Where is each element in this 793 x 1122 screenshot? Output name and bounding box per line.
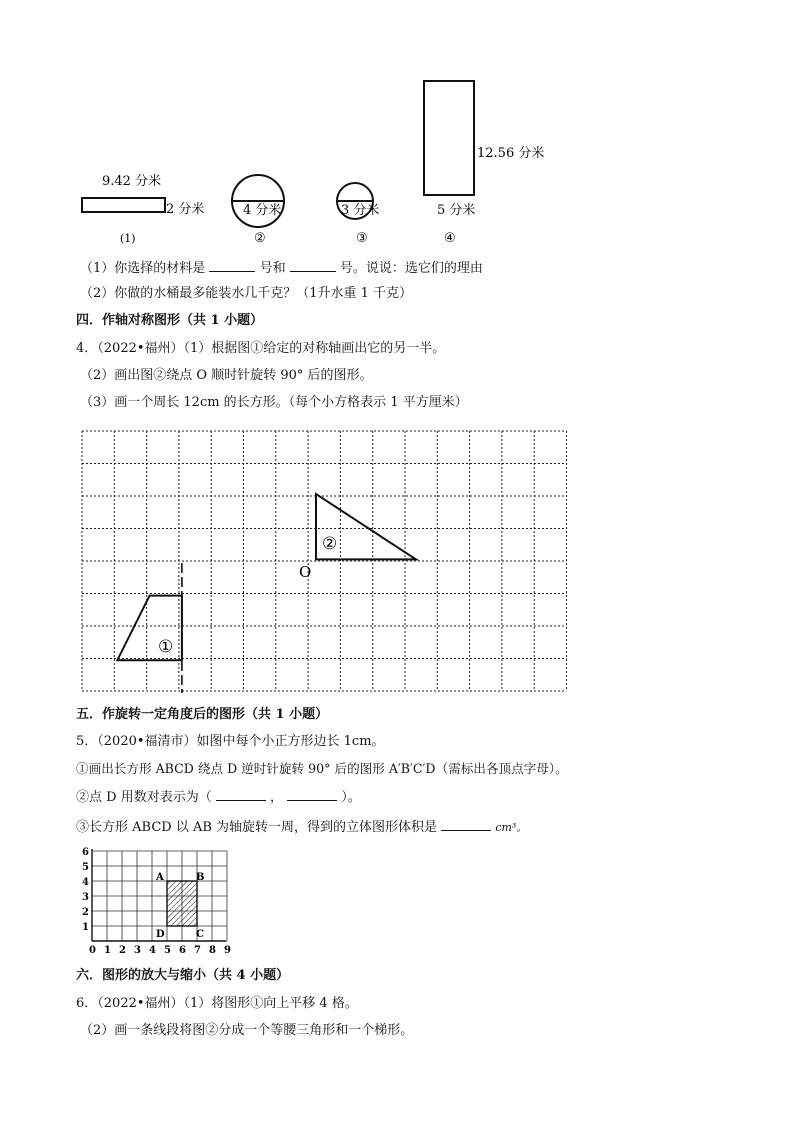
q5-y-tick-label: 6 <box>82 847 89 858</box>
q5-point-c: C <box>196 929 204 940</box>
q5-x-tick-label: 6 <box>179 945 186 956</box>
q5-y-tick-label: 3 <box>82 892 89 903</box>
q3-blank-2[interactable] <box>290 259 336 272</box>
q5-x-tick-label: 7 <box>194 945 201 956</box>
q5-x-tick-label: 2 <box>119 945 126 956</box>
q4-line-1: 4．（2022•福州）（1）根据图①给定的对称轴画出它的另一半。 <box>76 341 446 356</box>
q3-part1-text-a: （1）你选择的材料是 <box>80 261 206 276</box>
q5-line-3-text-c: ）。 <box>341 790 361 805</box>
q5-x-tick-label: 1 <box>104 945 111 956</box>
q5-line-4-text-a: ③长方形 ABCD 以 AB 为轴旋转一周，得到的立体图形体积是 <box>76 820 438 835</box>
q5-line-3-text-a: ②点 D 用数对表示为（ <box>76 790 212 805</box>
q4-figure-2-label: ② <box>322 534 338 554</box>
q5-x-tick-label: 9 <box>224 945 231 956</box>
material-4-rect <box>424 81 474 195</box>
material-1-number: (1) <box>120 232 136 245</box>
q5-point-a: A <box>156 872 164 883</box>
material-3-number: ③ <box>356 231 368 246</box>
q4-line-3: （3）画一个周长 12cm 的长方形。（每个小方格表示 1 平方厘米） <box>80 395 468 410</box>
q5-line-4-text-b: cm³。 <box>495 821 528 834</box>
q5-blank-volume[interactable] <box>441 818 491 831</box>
q5-line-1: 5．（2020•福清市）如图中每个小正方形边长 1cm。 <box>76 734 385 749</box>
q4-grid-lines <box>82 431 567 691</box>
q6-line-1: 6．（2022•福州）（1）将图形①向上平移 4 格。 <box>76 996 358 1011</box>
material-3-label: 3 分米 <box>341 203 380 218</box>
q5-line-2: ①画出长方形 ABCD 绕点 D 逆时针旋转 90° 后的图形 A′B′C′D（需标出各顶点字母）。 <box>76 761 568 776</box>
q3-blank-1[interactable] <box>209 259 255 272</box>
q5-x-tick-label: 8 <box>209 945 216 956</box>
q5-point-d: D <box>156 929 165 940</box>
material-2-number: ② <box>254 231 266 246</box>
q5-axes <box>92 849 226 941</box>
section-5-heading: 五．作旋转一定角度后的图形（共 1 小题） <box>76 707 329 722</box>
q5-line-3-text-b: ， <box>269 790 283 805</box>
q5-x-tick-label: 3 <box>134 945 141 956</box>
section-6-heading: 六．图形的放大与缩小（共 4 小题） <box>76 968 290 983</box>
q5-blank-y[interactable] <box>287 788 337 801</box>
q5-line-3 <box>76 788 361 806</box>
section-4-heading: 四．作轴对称图形（共 1 小题） <box>76 313 264 328</box>
q5-y-tick-label: 2 <box>82 907 89 918</box>
q5-x-tick-label: 4 <box>149 945 156 956</box>
q5-grid-lines <box>92 851 227 941</box>
q5-point-b: B <box>196 872 205 883</box>
q3-part1 <box>80 259 483 277</box>
q5-x-tick-label: 0 <box>89 945 96 956</box>
q6-line-2: （2）画一条线段将图②分成一个等腰三角形和一个梯形。 <box>80 1023 414 1038</box>
material-1-side-label: 2 分米 <box>166 202 205 217</box>
q5-coordinate-grid <box>78 843 238 958</box>
q4-line-2: （2）画出图②绕点 O 顺时针旋转 90° 后的图形。 <box>80 368 373 383</box>
q5-line-4 <box>76 818 527 836</box>
q4-grid-figure <box>78 425 590 695</box>
q4-figure-1-label: ① <box>158 637 174 657</box>
q3-part2: （2）你做的水桶最多能装水几千克？（1升水重 1 千克） <box>80 286 413 301</box>
material-1-rect <box>82 198 165 212</box>
q4-point-o: O <box>299 563 312 581</box>
material-4-side-label: 12.56 分米 <box>477 146 545 161</box>
q5-blank-x[interactable] <box>216 788 266 801</box>
materials-figure <box>0 70 793 250</box>
q5-y-tick-label: 5 <box>82 862 89 873</box>
q5-x-ticks <box>89 945 231 956</box>
q3-part1-text-b: 号和 <box>259 261 286 276</box>
material-1-top-label: 9.42 分米 <box>102 174 162 189</box>
q5-x-tick-label: 5 <box>164 945 171 956</box>
material-4-bottom-label: 5 分米 <box>437 203 476 218</box>
q3-part1-text-c: 号。说说：选它们的理由 <box>339 261 483 276</box>
q5-rectangle-abcd <box>167 881 197 926</box>
material-4-number: ④ <box>444 231 456 246</box>
q5-y-tick-label: 1 <box>82 922 89 933</box>
q5-y-ticks <box>82 847 89 933</box>
material-2-label: 4 分米 <box>243 203 282 218</box>
q5-y-tick-label: 4 <box>82 877 89 888</box>
